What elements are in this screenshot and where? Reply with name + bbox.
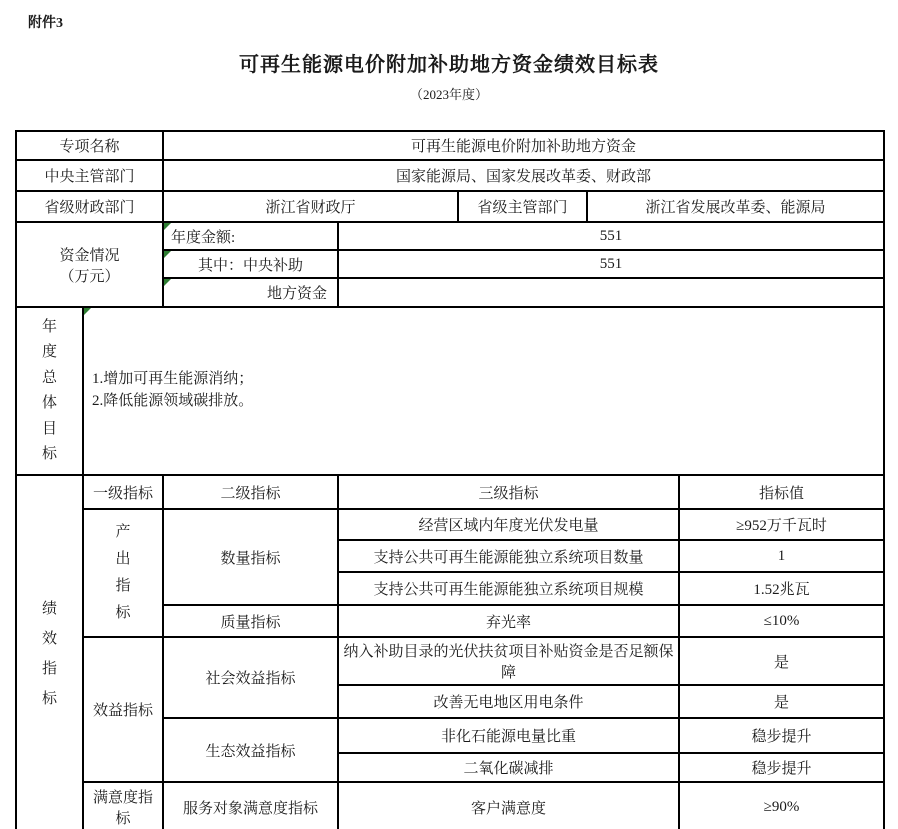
funding-local-value: [338, 278, 884, 307]
level2-eco: 生态效益指标: [163, 718, 338, 782]
level2-service: 服务对象满意度指标: [163, 782, 338, 829]
excel-flag-icon: [84, 308, 91, 315]
funding-annual-label-text: 年度金额:: [171, 229, 236, 246]
table-row: [16, 131, 884, 160]
page-subtitle: （2023年度）: [409, 87, 488, 102]
funding-section-label: [16, 222, 163, 307]
indicator-name: 弃光率: [338, 605, 679, 637]
indicator-value: 是: [679, 637, 884, 685]
annual-goal-label: [16, 307, 83, 475]
annual-goal-line-2: 2.降低能源领域碳排放。: [92, 393, 254, 409]
table-row: [16, 509, 884, 540]
indicator-name: 二氧化碳减排: [338, 753, 679, 782]
indicator-value: 1.52兆瓦: [679, 572, 884, 605]
indicator-value: 1: [679, 540, 884, 572]
indicator-value: ≥952万千瓦时: [679, 509, 884, 540]
funding-label-line1: 资金情况: [59, 247, 120, 264]
header-level1: 一级指标: [83, 475, 163, 509]
level1-output-text: 产出指标: [115, 524, 131, 621]
indicator-name: 改善无电地区用电条件: [338, 685, 679, 718]
prov-finance-label: 省级财政部门: [16, 191, 163, 222]
table-row: [16, 160, 884, 191]
project-name-label: 专项名称: [16, 131, 163, 160]
header-value: 指标值: [679, 475, 884, 509]
central-dept-value: 国家能源局、国家发展改革委、财政部: [163, 160, 884, 191]
table-row: [16, 475, 884, 509]
table-row: [16, 222, 884, 250]
level2-quality: 质量指标: [163, 605, 338, 637]
page-title: 可再生能源电价附加补助地方资金绩效目标表: [239, 54, 659, 76]
excel-flag-icon: [164, 251, 171, 258]
indicator-value: ≥90%: [679, 782, 884, 829]
funding-label-line2: （万元）: [59, 268, 120, 285]
header-level2: 二级指标: [163, 475, 338, 509]
excel-flag-icon: [164, 223, 171, 230]
indicator-value: 稳步提升: [679, 718, 884, 753]
level1-output: [83, 509, 163, 637]
indicator-name: 经营区域内年度光伏发电量: [338, 509, 679, 540]
funding-annual-value: 551: [338, 222, 884, 250]
perf-section-label-text: 绩效指标: [42, 600, 58, 707]
prov-dept-label: 省级主管部门: [458, 191, 587, 222]
level2-social: 社会效益指标: [163, 637, 338, 718]
indicator-name: 支持公共可再生能源能独立系统项目数量: [338, 540, 679, 572]
funding-local-label-text: 地方资金: [267, 286, 328, 302]
funding-central-label: [163, 250, 338, 278]
funding-central-value: 551: [338, 250, 884, 278]
annual-goal-line-1: 1.增加可再生能源消纳；: [92, 371, 254, 388]
annual-goal-content: [83, 307, 884, 475]
table-row: [16, 307, 884, 475]
table-row: [16, 782, 884, 829]
table-row: [16, 191, 884, 222]
indicator-value: 稳步提升: [679, 753, 884, 782]
indicator-value: ≤10%: [679, 605, 884, 637]
indicator-name: 支持公共可再生能源能独立系统项目规模: [338, 572, 679, 605]
annual-goal-label-text: 年度总体目标: [42, 318, 58, 462]
indicator-value: 是: [679, 685, 884, 718]
indicator-name: 纳入补助目录的光伏扶贫项目补贴资金是否足额保障: [338, 637, 679, 685]
project-name-value: 可再生能源电价附加补助地方资金: [163, 131, 884, 160]
excel-flag-icon: [164, 279, 171, 286]
prov-finance-value: 浙江省财政厅: [163, 191, 458, 222]
funding-annual-label: [163, 222, 338, 250]
level1-benefit: 效益指标: [83, 637, 163, 782]
table-row: [16, 637, 884, 685]
central-dept-label: 中央主管部门: [16, 160, 163, 191]
indicator-name: 客户满意度: [338, 782, 679, 829]
header-level3: 三级指标: [338, 475, 679, 509]
funding-central-label-text: 其中：中央补助: [198, 257, 304, 274]
prov-dept-value: 浙江省发展改革委、能源局: [587, 191, 884, 222]
attachment-label: 附件3: [28, 16, 63, 31]
level1-satisfaction: 满意度指标: [83, 782, 163, 829]
performance-target-table: [15, 130, 885, 829]
perf-section-label: [16, 475, 83, 829]
indicator-name: 非化石能源电量比重: [338, 718, 679, 753]
funding-local-label: [163, 278, 338, 307]
level2-quantity: 数量指标: [163, 509, 338, 605]
